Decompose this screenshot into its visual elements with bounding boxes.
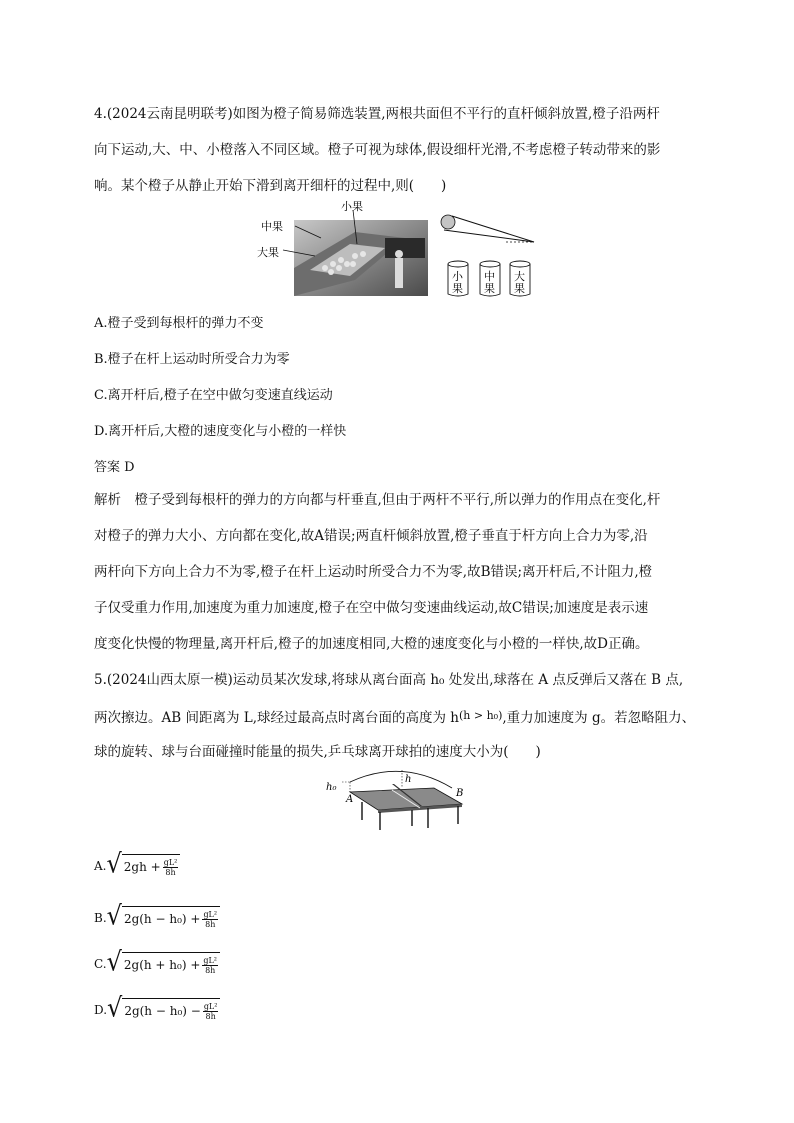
sorting-schematic <box>440 210 540 300</box>
q4-answer: 答案 D <box>94 460 135 475</box>
bin-mid-char2: 果 <box>484 282 495 295</box>
q4-analysis-line4: 子仅受重力作用,加速度为重力加速度,橙子在空中做匀变速曲线运动,故C错误;加速度是表示速 <box>94 600 649 616</box>
bin-big-char1: 大 <box>514 270 525 283</box>
q4-option-c: C.离开杆后,橙子在空中做匀变速直线运动 <box>94 388 333 403</box>
q5-option-b: B. √ 2g(h − h₀) + $\frac{\text{gL²}}{8h}$ <box>94 904 220 931</box>
bin-big-char2: 果 <box>514 282 525 295</box>
q5-stem-line3: 球的旋转、球与台面碰撞时能量的损失,乒乓球离开球拍的速度大小为( ) <box>94 744 541 760</box>
label-point-a: A <box>346 794 354 805</box>
ping-pong-table-diagram <box>322 768 472 836</box>
label-h: h <box>405 774 412 785</box>
q5-option-a-den: 8h <box>165 867 176 877</box>
q5-option-c: C. √ 2g(h + h₀) + $\frac{\text{gL²}}{8h}$ <box>94 950 220 977</box>
q5-option-b-label: B. <box>94 910 107 925</box>
label-point-b: B <box>456 788 464 799</box>
q5-option-c-label: C. <box>94 956 107 971</box>
q5-table-figure <box>322 768 472 836</box>
q5-option-d-num: gL² <box>203 1001 218 1011</box>
q4-stem-line2: 向下运动,大、中、小橙落入不同区域。橙子可视为球体,假设细杆光滑,不考虑橙子转动带来的影 <box>94 142 661 158</box>
q5-option-b-expr: 2g(h − h₀) + <box>123 912 201 926</box>
label-h0: h₀ <box>326 782 337 793</box>
q5-option-d-expr: 2g(h − h₀) − <box>124 1004 201 1018</box>
q5-option-d-label: D. <box>94 1002 108 1017</box>
q4-option-b: B.橙子在杆上运动时所受合力为零 <box>94 352 290 367</box>
q5-option-c-expr: 2g(h + h₀) + <box>123 958 201 972</box>
q4-option-a: A.橙子受到每根杆的弹力不变 <box>94 316 264 331</box>
q5-option-a-num: gL² <box>163 857 178 867</box>
q5-option-a-label: A. <box>94 858 107 873</box>
q5-option-a: A. √ 2gh + $\frac{\text{gL²}}{8h}$ <box>94 852 180 879</box>
q4-analysis-line1: 解析 橙子受到每根杆的弹力的方向都与杆垂直,但由于两杆不平行,所以弹力的作用点在变化,杆 <box>94 492 661 508</box>
q5-option-b-num: gL² <box>203 909 218 919</box>
q5-option-c-den: 8h <box>205 965 216 975</box>
q4-stem-line1: 4.(2024云南昆明联考)如图为橙子简易筛选装置,两根共面但不平行的直杆倾斜放置,橙子沿两杆 <box>94 106 660 122</box>
q4-stem-line3: 响。某个橙子从静止开始下滑到离开细杆的过程中,则( ) <box>94 178 447 194</box>
bin-small-char2: 果 <box>452 282 463 295</box>
q5-stem-line1: 5.(2024山西太原一模)运动员某次发球,将球从离台面高 h₀ 处发出,球落在 A 点反弹后又落在 B 点, <box>94 672 684 688</box>
q5-option-b-den: 8h <box>205 919 216 929</box>
sorting-machine-photo <box>255 198 430 298</box>
q5-stem-line2-part3: ,重力加速度为 g。若忽略阻力、 <box>502 710 696 726</box>
q5-option-a-expr: 2gh + <box>123 860 161 874</box>
q4-analysis-line2: 对橙子的弹力大小、方向都在变化,故A错误;两直杆倾斜放置,橙子垂直于杆方向上合力为零,沿 <box>94 528 648 544</box>
q5-option-c-num: gL² <box>203 955 218 965</box>
label-mid-fruit: 中果 <box>261 220 283 233</box>
q5-option-d: D. √ 2g(h − h₀) − $\frac{\text{gL²}}{8h}$ <box>94 996 220 1023</box>
label-big-fruit: 大果 <box>257 246 279 259</box>
q4-schematic-figure <box>440 210 540 300</box>
bin-mid-char1: 中 <box>484 270 495 283</box>
q4-analysis-line5: 度变化快慢的物理量,离开杆后,橙子的加速度相同,大橙的速度变化与小橙的一样快,故D正确。 <box>94 636 649 652</box>
q4-analysis-line3: 两杆向下方向上合力不为零,橙子在杆上运动时所受合力不为零,故B错误;离开杆后,不计阻力,橙 <box>94 564 653 580</box>
q4-photo-figure <box>255 198 430 298</box>
q4-option-d: D.离开杆后,大橙的速度变化与小橙的一样快 <box>94 424 347 439</box>
bin-small-char1: 小 <box>452 270 463 283</box>
q5-stem-line2 <box>94 706 714 728</box>
q5-stem-line2-part1: 两次擦边。AB 间距离为 L,球经过最高点时离台面的高度为 h <box>94 710 459 726</box>
q5-option-d-den: 8h <box>205 1011 216 1021</box>
label-small-fruit: 小果 <box>341 200 363 213</box>
q5-condition: (h > h₀) <box>459 709 503 722</box>
